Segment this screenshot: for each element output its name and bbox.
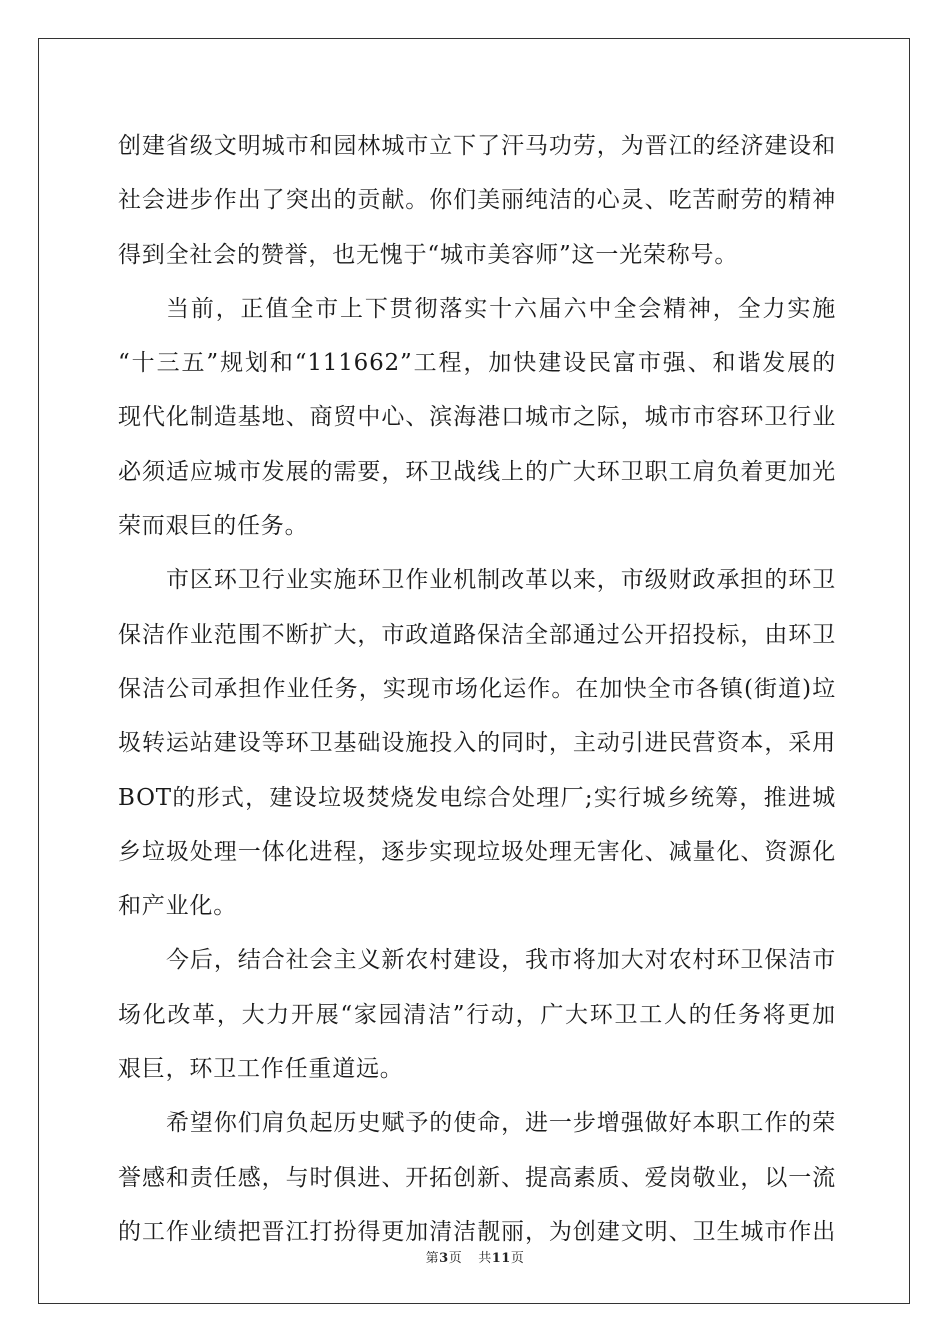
document-body bbox=[118, 119, 836, 1259]
page-number: 3 bbox=[439, 1251, 449, 1266]
text-line: 创建省级文明城市和园林城市立下了汗马功劳，为晋江的经济建设和 bbox=[118, 133, 836, 159]
text-line: 乡垃圾处理一体化进程，逐步实现垃圾处理无害化、减量化、资源化 bbox=[118, 838, 836, 865]
text-line: 场化改革，大力开展“家园清洁”行动，广大环卫工人的任务将更加 bbox=[118, 1001, 836, 1028]
text-line: 得到全社会的赞誉，也无愧于“城市美容师”这一光荣称号。 bbox=[118, 241, 739, 268]
text-line: 的工作业绩把晋江打扮得更加清洁靓丽，为创建文明、卫生城市作出 bbox=[118, 1218, 836, 1245]
text-line: 荣而艰巨的任务。 bbox=[118, 513, 309, 540]
paragraph-first-line: 市区环卫行业实施环卫作业机制改革以来，市级财政承担的环卫 bbox=[166, 567, 836, 594]
page-footer bbox=[0, 1247, 950, 1266]
page-suffix: 页 bbox=[448, 1251, 463, 1266]
text-line: 必须适应城市发展的需要，环卫战线上的广大环卫职工肩负着更加光 bbox=[118, 458, 836, 485]
text-line: 和产业化。 bbox=[118, 893, 237, 920]
paragraph-first-line: 希望你们肩负起历史赋予的使命，进一步增强做好本职工作的荣 bbox=[166, 1110, 836, 1137]
total-pages: 11 bbox=[491, 1251, 511, 1266]
text-line: 现代化制造基地、商贸中心、滨海港口城市之际，城市市容环卫行业 bbox=[118, 404, 836, 431]
text-line: 保洁作业范围不断扩大，市政道路保洁全部通过公开招投标，由环卫 bbox=[118, 621, 836, 648]
text-line: 社会进步作出了突出的贡献。你们美丽纯洁的心灵、吃苦耐劳的精神 bbox=[118, 187, 836, 214]
total-suffix: 页 bbox=[510, 1251, 525, 1266]
paragraph-first-line: 今后，结合社会主义新农村建设，我市将加大对农村环卫保洁市 bbox=[166, 947, 836, 974]
text-line: 艰巨，环卫工作任重道远。 bbox=[118, 1056, 404, 1083]
text-line: 誉感和责任感，与时俱进、开拓创新、提高素质、爱岗敬业，以一流 bbox=[118, 1164, 836, 1191]
page-prefix: 第 bbox=[425, 1251, 440, 1266]
text-line: “十三五”规划和“111662”工程，加快建设民富市强、和谐发展的 bbox=[118, 350, 836, 377]
total-prefix: 共 bbox=[478, 1251, 492, 1266]
text-line: BOT的形式，建设垃圾焚烧发电综合处理厂;实行城乡统筹，推进城 bbox=[118, 784, 836, 811]
text-line: 圾转运站建设等环卫基础设施投入的同时，主动引进民营资本，采用 bbox=[118, 730, 836, 757]
text-line: 保洁公司承担作业任务，实现市场化运作。在加快全市各镇(街道)垃 bbox=[118, 675, 836, 702]
paragraph-first-line: 当前，正值全市上下贯彻落实十六届六中全会精神，全力实施 bbox=[166, 295, 836, 322]
